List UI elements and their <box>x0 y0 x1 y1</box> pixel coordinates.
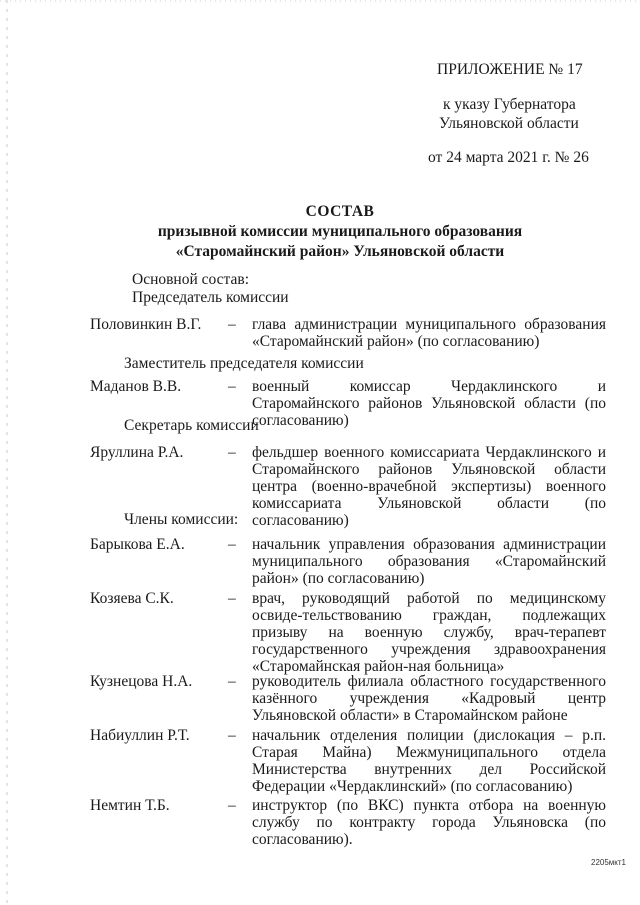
member-name: Маданов В.В. <box>90 378 182 395</box>
decree-line-2: Ульяновской области <box>439 115 579 132</box>
member-position: начальник управления образования администрации муниципального образования «Старомайнский район» (по согласованию) <box>252 536 606 587</box>
member-name: Барыкова Е.А. <box>90 536 185 553</box>
separator-dash: – <box>228 378 236 395</box>
section-members: Члены комиссии: <box>124 511 239 528</box>
section-main-composition: Основной состав: <box>132 271 250 288</box>
member-position: инструктор (по ВКС) пункта отбора на военную службу по контракту города Ульяновска (по согласованию). <box>252 797 606 848</box>
member-position: фельдшер военного комиссариата Чердаклинского и Старомайнского районов Ульяновской области центра (военно-врачебной экспертизы) военного комиссариата Ульяновской области (по согласованию) <box>252 444 606 529</box>
member-name: Набиуллин Р.Т. <box>90 727 190 744</box>
title-line-2: призывной комиссии муниципального образования <box>157 223 523 240</box>
footer-code: 2205мкт1 <box>591 858 626 867</box>
title-line-1: СОСТАВ <box>305 203 375 220</box>
member-name: Кузнецова Н.А. <box>90 673 193 690</box>
member-name: Половинкин В.Г. <box>90 316 202 333</box>
appendix-number: ПРИЛОЖЕНИЕ № 17 <box>437 61 583 78</box>
member-position: начальник отделения полиции (дислокация – р.п. Старая Майна) Межмуниципального отдела Министерства внутренних дел Российской Федерации «Чердаклинский» (по согласованию) <box>252 727 606 795</box>
separator-dash: – <box>228 444 236 461</box>
member-name: Немтин Т.Б. <box>90 797 170 814</box>
scan-border-top <box>0 0 640 14</box>
section-secretary: Секретарь комиссии <box>124 417 259 434</box>
document-title <box>0 202 640 262</box>
member-position: врач, руководящий работой по медицинскому освиде-тельствованию граждан, подлежащих призыву на военную службу, врач-терапевт государственного учреждения здравоохранения «Старомайнская район-ная больница» <box>252 590 606 675</box>
member-position: военный комиссар Чердаклинского и Старомайнского районов Ульяновской области (по согласованию) <box>252 378 606 429</box>
decree-date: от 24 марта 2021 г. № 26 <box>428 149 589 166</box>
section-chairman: Председатель комиссии <box>132 289 289 306</box>
separator-dash: – <box>228 316 236 333</box>
separator-dash: – <box>228 727 236 744</box>
separator-dash: – <box>228 590 236 607</box>
separator-dash: – <box>228 673 236 690</box>
member-position: руководитель филиала областного государственного казённого учреждения «Кадровый центр Ульяновской области» в Старомайнском районе <box>252 673 606 724</box>
scan-border-left <box>6 0 8 905</box>
separator-dash: – <box>228 797 236 814</box>
section-deputy: Заместитель председателя комиссии <box>124 355 364 372</box>
member-position: глава администрации муниципального образования «Старомайнский район» (по согласованию) <box>252 316 606 350</box>
title-line-3: «Старомайнский район» Ульяновской области <box>175 243 505 260</box>
separator-dash: – <box>228 536 236 553</box>
member-name: Козяева С.К. <box>90 590 174 607</box>
decree-line-1: к указу Губернатора <box>443 96 576 113</box>
member-name: Яруллина Р.А. <box>90 444 184 461</box>
